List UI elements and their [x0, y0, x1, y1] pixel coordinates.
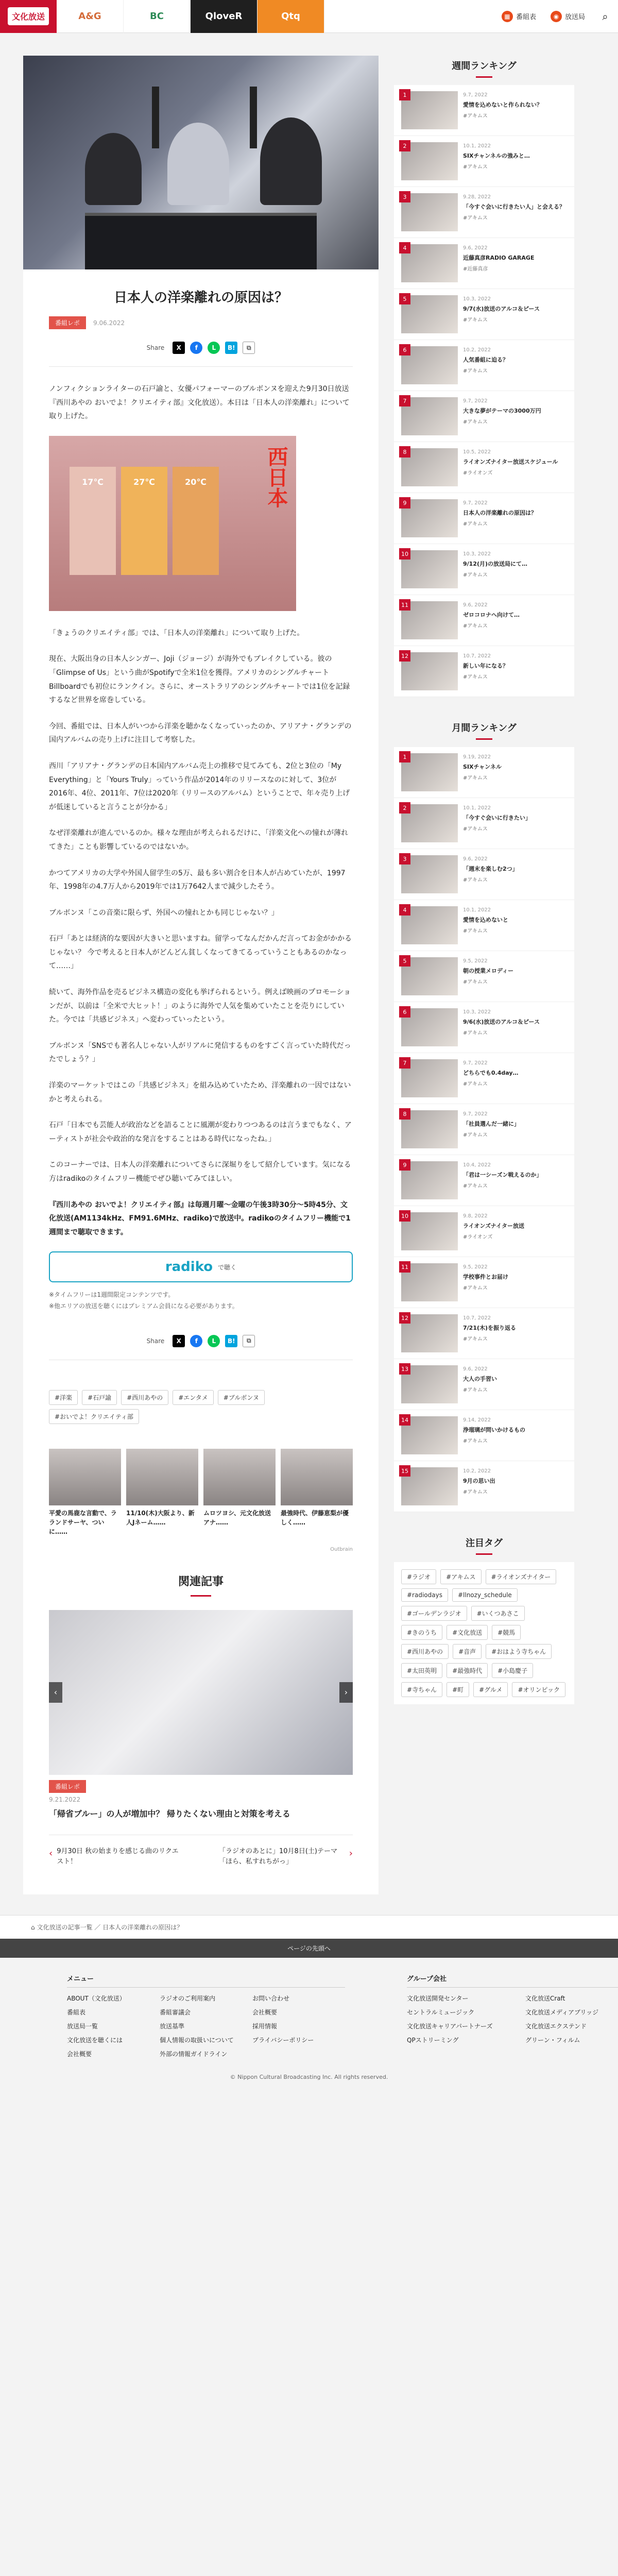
site-header [0, 0, 618, 33]
side-tag-chip[interactable]: #競馬 [492, 1625, 521, 1640]
ranking-item[interactable] [394, 544, 574, 595]
footer-group-link[interactable]: 文化放送エクステンド [525, 2023, 587, 2030]
paragraph: 今回、番組では、日本人がいつから洋楽を聴かなくなっていったのか、アリアナ・グランデの国内アルバムの売り上げに注目して考察した。 [49, 722, 352, 744]
ranking-title: 近藤真彦RADIO GARAGE [463, 254, 535, 261]
footer-menu-link[interactable]: 個人情報の取扱いについて [160, 2037, 234, 2044]
ranking-date: 10.7, 2022 [463, 653, 491, 659]
footer-group-link[interactable]: 文化放送キャリアパートナーズ [407, 2023, 493, 2030]
share-label: Share [146, 1337, 165, 1345]
search-icon: ⌕ [602, 10, 608, 23]
ranking-date: 9.19, 2022 [463, 754, 491, 760]
ranking-program: #アキムス [463, 572, 488, 578]
ranking-date: 10.3, 2022 [463, 296, 491, 302]
ad-title: 平愛の馬鹿な言動で、ラランドサーヤ、ついに…… [49, 1509, 117, 1535]
facebook-share-icon[interactable]: f [190, 1335, 202, 1347]
ranking-program: #アキムス [463, 164, 488, 170]
ranking-item[interactable] [394, 238, 574, 289]
hatena-share-icon[interactable]: B! [225, 1335, 237, 1347]
note-line: ※他エリアの放送を聴くにはプレミアム会員になる必要があります。 [49, 1302, 238, 1310]
brand-tq-link[interactable]: Qtq [258, 0, 324, 33]
ranking-program: #アキムス [463, 623, 488, 629]
rank-number: 14 [399, 1414, 410, 1426]
footer-menu-link[interactable]: お問い合わせ [252, 1995, 290, 2003]
ranking-date: 9.6, 2022 [463, 602, 488, 608]
carousel-prev-button[interactable]: ‹ [49, 1682, 62, 1703]
category-badge[interactable]: 番組レポ [49, 316, 86, 329]
ranking-item[interactable] [394, 798, 574, 849]
ranking-date: 10.4, 2022 [463, 1162, 491, 1168]
paragraph: 西川「アリアナ・グランデの日本国内アルバム売上の推移で見てみても、2位と3位の「My Everything」と「Yours Truly」っていう作品が2014年のリリースなのに対して、3位が2016年、4位、2011年、7位は2020年（リリースのアルバム）ということで、年々売り上げが低迷していると言うことが分かる」 [49, 761, 350, 811]
ranking-program: #アキムス [463, 826, 488, 832]
side-tag-chip[interactable]: #ゴールデンラジオ [401, 1606, 467, 1621]
paragraph: 現在、大阪出身の日本人シンガー、Joji（ジョージ）が海外でもブレイクしている。彼の「Glimpse of Us」という曲がSpotifyで全米1位を獲得。アメリカのシングルチャートBillboardでも初位にランクイン。さらに、オーストラリアのシングルチャートでは1位を記録するなど世界を席巻している。 [49, 655, 350, 705]
weekly-ranking-heading: 週間ランキング [394, 56, 574, 85]
ranking-item[interactable] [394, 1410, 574, 1461]
footer-group-link[interactable]: セントラルミュージック [407, 2009, 475, 2016]
ranking-date: 10.7, 2022 [463, 1315, 491, 1321]
ranking-program: #アキムス [463, 1387, 488, 1393]
main-content [23, 56, 379, 1894]
ranking-date: 10.2, 2022 [463, 347, 491, 353]
ranking-item[interactable] [394, 1155, 574, 1206]
ranking-item[interactable] [394, 1359, 574, 1410]
ranking-date: 10.1, 2022 [463, 907, 491, 913]
ranking-program: #アキムス [463, 1132, 488, 1138]
page-top-button[interactable]: ページの先頭へ [0, 1939, 618, 1958]
side-tag-chip[interactable]: #西川あやの [401, 1644, 449, 1659]
side-tag-chip[interactable]: #きのうち [401, 1625, 442, 1640]
ranking-title: 学校事件とお届け [463, 1273, 508, 1280]
side-tag-chip[interactable]: #ラジオ [401, 1569, 436, 1584]
ranking-date: 9.7, 2022 [463, 500, 488, 506]
footer-menu-link[interactable]: 外部の情報ガイドライン [160, 2050, 228, 2058]
footer-group-link[interactable]: グリーン・フィルム [525, 2037, 580, 2044]
rank-number: 5 [399, 955, 410, 967]
ranking-title: 大きな夢がテーマの3000万円 [463, 407, 541, 414]
related-heading: 関連記事 [49, 1552, 353, 1605]
footer-menu-link[interactable]: 放送局一覧 [67, 2023, 98, 2030]
ranking-item[interactable] [394, 1257, 574, 1308]
ranking-date: 9.28, 2022 [463, 194, 491, 200]
ranking-item[interactable] [394, 900, 574, 951]
rank-number: 11 [399, 599, 410, 611]
line-share-icon[interactable]: L [208, 342, 220, 354]
rank-number: 11 [399, 1261, 410, 1273]
ranking-title: 大人の手習い [463, 1375, 497, 1382]
ranking-program: #アキムス [463, 368, 488, 374]
radiko-note [49, 1290, 353, 1312]
related-date: 9.21.2022 [49, 1795, 81, 1803]
monthly-ranking-heading: 月間ランキング [394, 718, 574, 747]
ranking-program: #アキムス [463, 928, 488, 934]
ranking-program: #アキムス [463, 877, 488, 883]
ranking-item[interactable] [394, 1206, 574, 1257]
ad-title: 最強時代、伊藤恵梨が優しく…… [281, 1509, 349, 1526]
ranking-date: 10.3, 2022 [463, 551, 491, 557]
ranking-item[interactable] [394, 340, 574, 391]
side-tag-chip[interactable]: #寺ちゃん [401, 1682, 442, 1697]
article-meta [49, 316, 353, 329]
ranking-date: 9.8, 2022 [463, 1213, 488, 1219]
carousel-next-button[interactable]: › [339, 1682, 353, 1703]
ranking-date: 10.2, 2022 [463, 1468, 491, 1474]
ad-card[interactable] [126, 1449, 198, 1536]
paragraph: 「きょうのクリエイティ部」では、「日本人の洋楽離れ」について取り上げた。 [49, 629, 304, 637]
ranking-program: #アキムス [463, 1030, 488, 1036]
station-link[interactable]: ◉ 放送局 [543, 11, 592, 22]
ranking-title: 日本人の洋楽離れの原因は？ [463, 509, 537, 516]
ranking-title: 浄瑠璃が問いかけるもの [463, 1426, 525, 1433]
side-tag-chip[interactable]: #最強時代 [447, 1663, 488, 1678]
tag-chip[interactable]: #おいでよ！クリエイティ部 [49, 1409, 139, 1424]
side-tag-chip[interactable]: #いくつあさこ [471, 1606, 525, 1621]
rank-number: 4 [399, 904, 410, 916]
footer-group-link[interactable]: 文化放送Craft [525, 1995, 565, 2003]
ranking-date: 10.1, 2022 [463, 805, 491, 811]
side-tag-chip[interactable]: #太田英明 [401, 1663, 442, 1678]
ranking-program: #アキムス [463, 1285, 488, 1291]
ranking-date: 9.6, 2022 [463, 1366, 488, 1372]
note-line: ※タイムフリーは1週間限定コンテンツです。 [49, 1291, 175, 1299]
copy-link-icon[interactable]: ⧉ [243, 342, 255, 354]
ranking-title: 愛情を込めないと作られない？ [463, 101, 542, 108]
ranking-title: 9/7(水)放送のアルコ＆ピース [463, 305, 540, 312]
ranking-title: SIXチャンネル [463, 763, 502, 770]
ranking-date: 9.6, 2022 [463, 245, 488, 251]
next-post-link[interactable]: 「ラジオのあとに」10月8日(土)テーマ「ほら、私すれちがっ」 › [219, 1846, 353, 1868]
ranking-program: #アキムス [463, 775, 488, 781]
ranking-title: 朝の授業メロディー [463, 967, 514, 974]
chevron-right-icon: › [349, 1848, 353, 1859]
radiko-logo: radiko [165, 1259, 213, 1275]
ranking-title: 9/6(水)放送のアルコ＆ピース [463, 1018, 540, 1025]
ranking-item[interactable] [394, 391, 574, 442]
hatena-share-icon[interactable]: B! [225, 342, 237, 354]
rank-number: 8 [399, 1108, 410, 1120]
ranking-program: #アキムス [463, 979, 488, 985]
calendar-icon: ▦ [502, 11, 513, 22]
side-tag-chip[interactable]: #アキムス [440, 1569, 481, 1584]
ranking-program: #アキムス [463, 1489, 488, 1495]
ranking-title: 愛情を込めないと [463, 916, 508, 923]
tag-chip[interactable]: #西川あやの [121, 1390, 168, 1405]
article-tags [49, 1376, 353, 1438]
rank-number: 7 [399, 1057, 410, 1069]
rank-number: 8 [399, 446, 410, 457]
footer-group-link[interactable]: 文化放送メディアブリッジ [525, 2009, 599, 2016]
breadcrumb[interactable]: ⌂ 文化放送の記事一覧 ／ 日本人の洋楽離れの原因は？ [0, 1915, 618, 1939]
rank-number: 1 [399, 751, 410, 762]
ranking-title: 「今すぐ会いに行きたい人」と会える？ [463, 203, 565, 210]
rank-number: 3 [399, 191, 410, 202]
ranking-item[interactable] [394, 951, 574, 1002]
ranking-item[interactable] [394, 747, 574, 798]
hero-image [23, 56, 379, 269]
paragraph: 石戸「日本でも芸能人が政治などを語ることに風潮が変わりつつあるのは言うまでもなく、アーティストが社会や政治的な発言をすることはある時代になったね。」 [49, 1121, 352, 1143]
ads-credit[interactable]: Outbrain [330, 1546, 353, 1552]
footer-menu-link[interactable]: 番組審議会 [160, 2009, 191, 2016]
rank-number: 15 [399, 1465, 410, 1477]
article-date: 9.06.2022 [93, 319, 125, 327]
brand-qlover-link[interactable]: QloveR [191, 0, 258, 33]
ranking-program: #アキムス [463, 1438, 488, 1444]
rank-number: 6 [399, 344, 410, 355]
ranking-title: 「君は一シーズン戦えるのか」 [463, 1171, 542, 1178]
rank-number: 13 [399, 1363, 410, 1375]
sidebar [394, 56, 574, 1894]
rank-number: 10 [399, 1210, 410, 1222]
article-title: 日本人の洋楽離れの原因は？ [113, 290, 288, 306]
tag-chip[interactable]: #エンタメ [173, 1390, 214, 1405]
ranking-program: #近藤真彦 [463, 266, 488, 272]
ranking-date: 10.1, 2022 [463, 143, 491, 149]
copyright: © Nippon Cultural Broadcasting Inc. All rights reserved. [230, 2074, 388, 2081]
ranking-item[interactable] [394, 136, 574, 187]
ranking-program: #ライオンズ [463, 1234, 493, 1240]
footer-menu-heading: メニュー [67, 1973, 345, 1988]
paragraph: このコーナーでは、日本人の洋楽離れについてさらに深堀りをして紹介しています。気になる方はradikoのタイムフリー機能でぜひ聴いてみてほしい。 [49, 1161, 351, 1183]
footer-menu-link[interactable]: 会社概要 [252, 2009, 278, 2016]
tag-chip[interactable]: #石戸諭 [82, 1390, 117, 1405]
footer-menu [67, 1973, 345, 2058]
tag-chip[interactable]: #ブルボンヌ [218, 1390, 265, 1405]
footer-group-link[interactable]: 文化放送開発センター [407, 1995, 469, 2003]
ranking-item[interactable] [394, 187, 574, 238]
rank-number: 12 [399, 1312, 410, 1324]
footer-group-link[interactable]: QPストリーミング [407, 2037, 459, 2044]
site-footer [0, 1958, 618, 2058]
weekly-ranking-list [394, 85, 574, 697]
ranking-program: #アキムス [463, 419, 488, 425]
side-tag-chip[interactable]: #radiodays [401, 1588, 448, 1602]
ranking-date: 9.7, 2022 [463, 398, 488, 404]
ranking-item[interactable] [394, 595, 574, 646]
footer-menu-link[interactable]: 文化放送を聴くには [67, 2037, 123, 2044]
side-tag-chip[interactable]: #ライオンズナイター [486, 1569, 557, 1584]
ranking-date: 9.7, 2022 [463, 1060, 488, 1066]
ranking-item[interactable] [394, 1104, 574, 1155]
rank-number: 2 [399, 802, 410, 814]
brand-ag-link[interactable]: A&G [57, 0, 124, 33]
paragraph: 洋楽のマーケットではこの「共感ビジネス」を組み込めていたため、洋楽離れの一因ではないかと考えられる。 [49, 1081, 351, 1104]
ranking-title: 9/12(月)の放送局にて… [463, 560, 528, 567]
ranking-program: #アキムス [463, 1081, 488, 1087]
ranking-title: 新しい年になる？ [463, 662, 508, 669]
chevron-left-icon: ‹ [49, 1848, 53, 1859]
share-bar-bottom [49, 1323, 353, 1360]
radiko-sub-label: で聴く [218, 1263, 237, 1271]
ranking-date: 9.6, 2022 [463, 856, 488, 862]
ranking-title: 7/21(木)を振り返る [463, 1324, 517, 1331]
side-tag-chip[interactable]: #音声 [453, 1644, 482, 1659]
rank-number: 5 [399, 293, 410, 304]
x-share-icon[interactable]: X [173, 1335, 185, 1347]
rank-number: 4 [399, 242, 410, 253]
ranking-title: 9月の思い出 [463, 1477, 495, 1484]
related-meta [49, 1780, 353, 1793]
ranking-item[interactable] [394, 493, 574, 544]
side-tag-chip[interactable]: #グルメ [473, 1682, 508, 1697]
tag-heading: 注目タグ [394, 1533, 574, 1562]
ranking-item[interactable] [394, 1053, 574, 1104]
rank-number: 9 [399, 497, 410, 509]
footer-menu-link[interactable]: ラジオのご利用案内 [160, 1995, 216, 2003]
ranking-program: #アキムス [463, 215, 488, 221]
rank-number: 3 [399, 853, 410, 865]
ad-card[interactable] [49, 1449, 121, 1536]
ranking-date: 9.5, 2022 [463, 1264, 488, 1270]
line-share-icon[interactable]: L [208, 1335, 220, 1347]
ranking-title: SIXチャンネルの強みと… [463, 152, 530, 159]
footer-menu-link[interactable]: 番組表 [67, 2009, 86, 2016]
footer-menu-link[interactable]: 放送基準 [160, 2023, 185, 2030]
rank-number: 2 [399, 140, 410, 151]
ad-title: ムロツヨシ、元文化放送アナ…… [203, 1509, 271, 1526]
ranking-item[interactable] [394, 849, 574, 900]
side-tag-chip[interactable]: #小島慶子 [492, 1663, 533, 1678]
related-title[interactable]: 「帰省ブルー」の人が増加中？ 帰りたくない理由と対策を考える [49, 1808, 290, 1819]
ranking-title: ライオンズナイター放送 [463, 1222, 525, 1229]
paragraph: ブルボンヌ「SNSでも著名人じゃない人がリアルに発信するものをすごく言っていた時代だったでしょう？」 [49, 1041, 351, 1064]
ranking-date: 10.3, 2022 [463, 1009, 491, 1015]
radio-icon: ◉ [551, 11, 562, 22]
ranking-title: 「週末を楽しむ2つ」 [463, 865, 518, 872]
ranking-item[interactable] [394, 442, 574, 493]
footer-menu-link[interactable]: ABOUT（文化放送） [67, 1995, 126, 2003]
radiko-listen-button[interactable] [49, 1251, 353, 1282]
ranking-program: #アキムス [463, 1183, 488, 1189]
ranking-item[interactable] [394, 646, 574, 697]
rank-number: 1 [399, 89, 410, 100]
ranking-item[interactable] [394, 85, 574, 136]
paragraph: 続いて、海外作品を売るビジネス構造の変化も挙げられるという。例えば映画のプロモーションだが、以前は「全米で大ヒット！」のように海外で人気を集めていたことを売りにしていた。今では「共感ビジネス」へ変わっていったという。 [49, 988, 351, 1024]
share-label: Share [146, 344, 165, 351]
facebook-share-icon[interactable]: f [190, 342, 202, 354]
article [23, 56, 379, 1894]
paragraph: なぜ洋楽離れが進んでいるのか。様々な理由が考えられるだけに、「洋楽文化への憧れが薄れてきた」ことも影響しているのではないか。 [49, 829, 348, 851]
footer-menu-link[interactable]: プライバシーポリシー [252, 2037, 314, 2044]
tag-chip[interactable]: #洋楽 [49, 1390, 78, 1405]
paragraph: ブルボンヌ「この音楽に限らず、外国への憧れとかも同じじゃない？」 [49, 908, 279, 917]
paragraph: かつてアメリカの大学や外国人留学生の5万、最も多い割合を日本人が占めていたが、1997年、1998年の4.7万人から2019年では1万7642人まで減少したそう。 [49, 869, 346, 891]
ad-title: 11/10(木)大阪より、新人Jネーム…… [126, 1509, 195, 1526]
prev-post-link[interactable]: ‹ 9月30日 秋の始まりを感じる曲のリクエスト！ [49, 1846, 183, 1868]
search-button[interactable] [592, 0, 618, 33]
footer-menu-link[interactable]: 採用情報 [252, 2023, 278, 2030]
weather-image: 17℃ 27℃ 20℃ 西日本 [49, 436, 296, 611]
rank-number: 10 [399, 548, 410, 560]
ranking-program: #アキムス [463, 674, 488, 680]
ranking-title: 人気番組に迫る？ [463, 356, 508, 363]
ranking-item[interactable] [394, 289, 574, 340]
side-tag-chip[interactable]: #町 [447, 1682, 469, 1697]
broadcast-info: 『西川あやの おいでよ！クリエイティ部』は毎週月曜～金曜の午後3時30分～5時45分、文化放送(AM1134kHz、FM91.6MHz、radiko)で放送中。radikoのタイムフリー機能で1週間まで聴取できます。 [49, 1200, 351, 1236]
ranking-item[interactable] [394, 1002, 574, 1053]
side-tag-chip[interactable]: #オリンピック [512, 1682, 565, 1697]
ad-card[interactable] [203, 1449, 276, 1536]
footer-group [407, 1973, 618, 2058]
ranking-date: 9.7, 2022 [463, 92, 488, 98]
home-icon: ⌂ [31, 1924, 37, 1931]
side-tag-chip[interactable]: #おはよう寺ちゃん [486, 1644, 552, 1659]
brand-bc-link[interactable]: BC [124, 0, 191, 33]
ranking-program: #ライオンズ [463, 470, 493, 476]
side-tag-chip[interactable]: #文化放送 [447, 1625, 488, 1640]
ranking-date: 10.5, 2022 [463, 449, 491, 455]
popular-tags [394, 1562, 574, 1704]
ranking-program: #アキムス [463, 1336, 488, 1342]
site-logo[interactable]: 文化放送 [0, 0, 57, 33]
ranking-date: 9.14, 2022 [463, 1417, 491, 1423]
ranking-title: ゼロコロナへ向けて… [463, 611, 520, 618]
ranking-item[interactable] [394, 1461, 574, 1512]
footer-group-heading: グループ会社 [407, 1973, 618, 1988]
rank-number: 6 [399, 1006, 410, 1018]
ranking-title: 「今すぐ会いに行きたい」 [463, 814, 531, 821]
ranking-date: 9.5, 2022 [463, 958, 488, 964]
rank-number: 7 [399, 395, 410, 406]
paragraph: 石戸「あとは経済的な要因が大きいと思いますね。留学ってなんだかんだ言ってお金がかかるじゃない？ 今で考えると日本人がどんどん貧しくなってきてるっていうこともあるのかなって……」 [49, 935, 352, 971]
post-pager [49, 1835, 353, 1879]
rank-number: 12 [399, 650, 410, 662]
copy-link-icon[interactable]: ⧉ [243, 1335, 255, 1347]
ranking-date: 9.7, 2022 [463, 1111, 488, 1117]
ranking-title: ライオンズナイター放送スケジュール [463, 458, 558, 465]
article-body [49, 382, 353, 1239]
ranking-program: #アキムス [463, 317, 488, 323]
ranking-program: #アキムス [463, 521, 488, 527]
paragraph: ノンフィクションライターの石戸諭と、女優パフォーマーのブルボンヌを迎えた9月30日放送『西川あやの おいでよ！クリエイティ部』文化放送）。本日は「日本人の洋楽離れ」について取り上げた。 [49, 385, 350, 421]
ad-row [49, 1449, 353, 1536]
rank-number: 9 [399, 1159, 410, 1171]
category-badge[interactable]: 番組レポ [49, 1780, 86, 1793]
ranking-item[interactable] [394, 1308, 574, 1359]
x-share-icon[interactable]: X [173, 342, 185, 354]
footer-menu-link[interactable]: 会社概要 [67, 2050, 92, 2058]
monthly-ranking-list [394, 747, 574, 1512]
program-guide-link[interactable]: ▦ 番組表 [494, 11, 543, 22]
related-image[interactable] [49, 1610, 353, 1775]
ranking-title: どちらでも0.4day… [463, 1069, 519, 1076]
side-tag-chip[interactable]: #llnozy_schedule [452, 1588, 518, 1602]
ranking-program: #アキムス [463, 113, 488, 119]
ad-card[interactable] [281, 1449, 353, 1536]
ranking-title: 「社員選んだ一緒に」 [463, 1120, 520, 1127]
share-bar [49, 329, 353, 367]
